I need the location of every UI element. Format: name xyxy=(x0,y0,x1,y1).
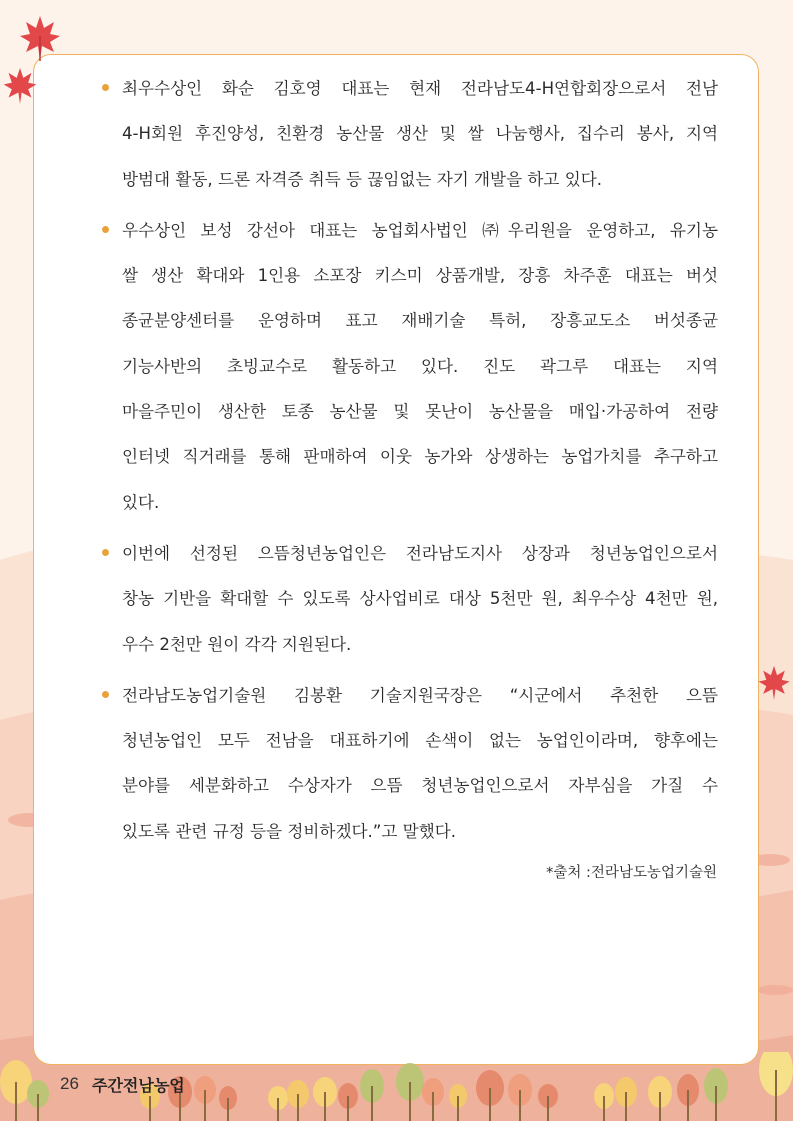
page-number: 26 xyxy=(60,1074,79,1093)
maple-leaf-icon xyxy=(2,66,38,106)
maple-leaf-icon xyxy=(757,664,791,702)
paragraph-line: 있도록 관련 규정 등을 정비하겠다.”고 말했다. xyxy=(122,821,457,841)
paragraph-line: 방범대 활동, 드론 자격증 취득 등 끊임없는 자기 개발을 하고 있다. xyxy=(122,169,603,189)
paragraph-line: 인터넷 직거래를 통해 판매하여 이웃 농가와 상생하는 농업가치를 추구하고 xyxy=(122,447,718,467)
paragraph-line: 기능사반의 초빙교수로 활동하고 있다. 진도 곽그루 대표는 지역 xyxy=(122,356,718,376)
paragraph-line: 창농 기반을 확대할 수 있도록 상사업비로 대상 5천만 원, 최우수상 4천만 원, xyxy=(122,589,718,609)
paragraph-line: 마을주민이 생산한 토종 농산물 및 못난이 농산물을 매입·가공하여 전량 xyxy=(122,402,718,422)
publication-title: 주간전남농업 xyxy=(92,1076,185,1095)
paragraph-line: 이번에 선정된 으뜸청년농업인은 전라남도지사 상장과 청년농업인으로서 xyxy=(122,543,718,563)
paragraph-line: 쌀 생산 확대와 1인용 소포장 키스미 상품개발, 장흥 차주훈 대표는 버섯 xyxy=(122,266,718,286)
bullet-dot-icon xyxy=(102,691,109,698)
paragraph-line: 있다. xyxy=(122,492,160,512)
paragraph-line: 분야를 세분화하고 수상자가 으뜸 청년농업인으로서 자부심을 가질 수 xyxy=(122,776,718,796)
bullet-paragraph xyxy=(100,66,718,202)
bullet-dot-icon xyxy=(102,226,109,233)
paragraph-line: 전라남도농업기술원 김봉환 기술지원국장은 “시군에서 추천한 으뜸 xyxy=(122,685,718,705)
bullet-paragraph xyxy=(100,531,718,667)
source-credit: *출처 :전라남도농업기술원 xyxy=(546,865,717,881)
paragraph-line: 청년농업인 모두 전남을 대표하기에 손색이 없는 농업인이라며, 향후에는 xyxy=(122,731,718,751)
paragraph-line: 우수 2천만 원이 각각 지원된다. xyxy=(122,634,352,654)
bullet-paragraph xyxy=(100,208,718,525)
paragraph-line: 우수상인 보성 강선아 대표는 농업회사법인 ㈜우리원을 운영하고, 유기농 xyxy=(122,220,718,240)
maple-leaf-icon xyxy=(18,14,62,62)
paragraph-line: 4-H회원 후진양성, 친환경 농산물 생산 및 쌀 나눔행사, 집수리 봉사, 지역 xyxy=(122,124,718,144)
bullet-paragraph xyxy=(100,673,718,854)
bullet-dot-icon xyxy=(102,84,109,91)
article-body xyxy=(100,66,718,860)
paragraph-line: 종균분양센터를 운영하며 표고 재배기술 특허, 장흥교도소 버섯종균 xyxy=(122,311,718,331)
bullet-dot-icon xyxy=(102,549,109,556)
paragraph-line: 최우수상인 화순 김호영 대표는 현재 전라남도4-H연합회장으로서 전남 xyxy=(122,79,718,98)
